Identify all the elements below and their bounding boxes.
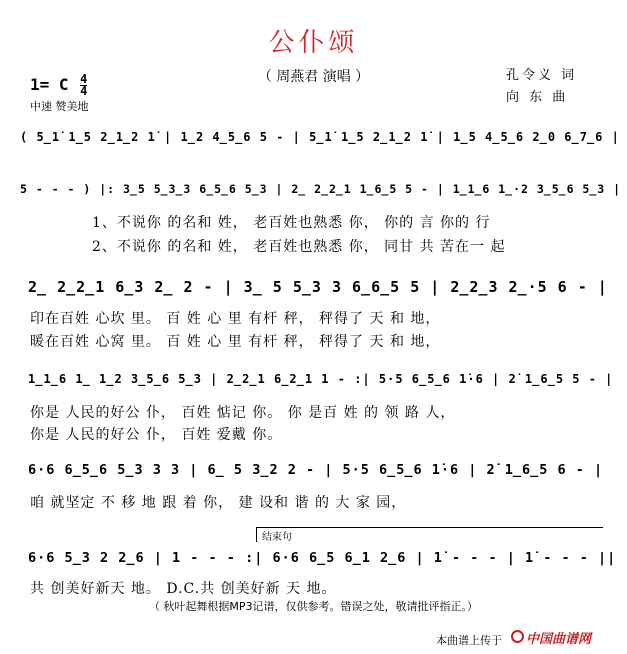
ending-label: 结束句 (262, 532, 292, 543)
lyric-line-4b: 你是 人民的好公 仆， 百姓 爱戴 你。 (30, 427, 283, 443)
site-name: 中国曲谱网 (526, 632, 592, 647)
transcription-note: （ 秋叶起舞根据MP3记谱，仅供参考。错误之处，敬请批评指正。） (148, 600, 479, 613)
time-signature-bottom: 4 (80, 84, 88, 98)
upload-notice: 本曲谱上传于 (436, 634, 502, 647)
score-line-6: 6·6 5̲3 2 2̲6 | 1 - - - :| 6·6 6̲5 6̲1 2̲6 | 1̇ - - - | 1̇ - - - || (28, 550, 617, 566)
ending-bracket (256, 527, 603, 542)
site-logo-icon (511, 630, 524, 643)
lyric-line-2b: 2、不说你 的名和 姓， 老百姓也熟悉 你， 同甘 共 苦在一 起 (92, 239, 506, 255)
lyric-line-5a: 咱 就坚定 不 移 地 跟 着 你， 建 设和 谐 的 大 家 园， (30, 495, 407, 511)
lyric-line-2a: 1、不说你 的名和 姓， 老百姓也熟悉 你， 你的 言 你的 行 (92, 215, 491, 231)
lyric-line-3a: 印在百姓 心坎 里。 百 姓 心 里 有杆 秤， 秤得了 天 和 地， (30, 311, 441, 327)
key-text: 1= C (30, 75, 69, 94)
lyric-line-4a: 你是 人民的好公 仆， 百姓 惦记 你。 你 是百 姓 的 领 路 人， (30, 405, 456, 421)
lyric-line-3b: 暖在百姓 心窝 里。 百 姓 心 里 有杆 秤， 秤得了 天 和 地， (30, 334, 441, 350)
song-title: 公仆颂 (268, 28, 359, 58)
key-signature (30, 74, 87, 97)
performer-line: （ 周燕君 演唱 ） (257, 69, 370, 85)
score-line-3: 2̲ 2̲2̲1 6̲3 2̲ 2 - | 3̲ 5 5̲3 3 6̲6̲5 5 | 2̲2̲3 2̲·5 6 - | (28, 278, 608, 296)
score-line-4: 1̲1̲6 1̲ 1̲2 3̲5̲6 5̲3 | 2̲2̲1 6̲2̲1 1 - :| 5·5 6̲5̲6 1̇·6 | 2̇ 1̲6̲5 5 - | (28, 372, 614, 386)
lyricist-credit: 孔令义 词 (506, 68, 578, 83)
time-signature-top: 4 (80, 72, 88, 86)
tempo-marking: 中速 赞美地 (30, 100, 89, 113)
score-line-5: 6·6 6̲5̲6 5̲3 3 3 | 6̲ 5 3̲2 2 - | 5·5 6̲5̲6 1̇·6 | 2̇ 1̲6̲5 6 - | (28, 462, 604, 478)
time-signature (80, 74, 87, 97)
lyric-line-6a: 共 创美好新天 地。 D.C.共 创美好新 天 地。 (30, 581, 337, 597)
composer-credit: 向 东 曲 (506, 90, 569, 105)
score-line-1: ( 5̲1̇ 1̲5 2̲1̲2 1̇ | 1̲2 4̲5̲6 5 - | 5̲1̇ 1̲5 2̲1̲2 1̇ | 1̲5 4̲5̲6 2̲0 6̲7̲6 | (20, 130, 620, 144)
score-line-2: 5 - - - ) |: 3̲5 5̲3̲3 6̲5̲6 5̲3 | 2̲ 2̲2̲1 1̲6̲5 5 - | 1̲1̲6 1̲·2 3̲5̲6 5̲3 | (20, 182, 622, 196)
